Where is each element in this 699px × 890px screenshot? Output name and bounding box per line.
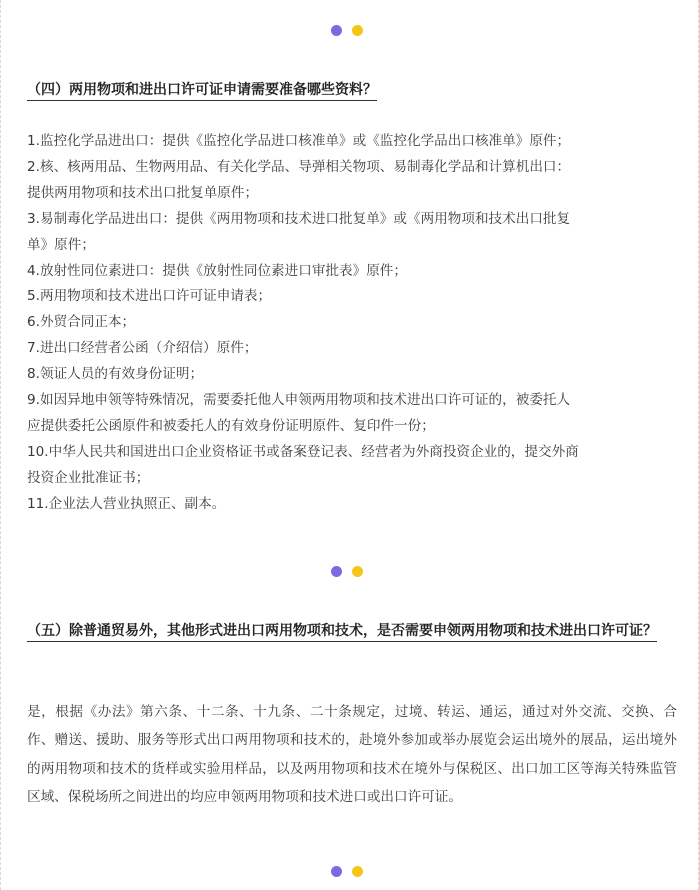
list-item: 单》原件；	[27, 236, 95, 253]
list-item: 8.领证人员的有效身份证明；	[27, 366, 204, 383]
purple-dot-icon	[331, 566, 342, 577]
section-divider	[1, 25, 699, 39]
section5-heading	[27, 617, 677, 646]
section5-heading-text: （五）除普通贸易外，其他形式进出口两用物项和技术，是否需要申领两用物项和技术进出口许可证？	[27, 623, 657, 642]
list-item: 11.企业法人营业执照正、副本。	[27, 495, 226, 512]
section-divider	[1, 866, 699, 880]
list-item: 9.如因异地申领等特殊情况，需要委托他人申领两用物项和技术进出口许可证的，被委托人	[27, 392, 571, 409]
list-item: 提供两用物项和技术出口批复单原件；	[27, 184, 259, 201]
section5-body: 是，根据《办法》第六条、十二条、十九条、二十条规定，过境、转运、通运，通过对外交流、交换、合作、赠送、援助、服务等形式出口两用物项和技术的，赴境外参加或举办展览会运出境外的展品，运出境外的两用物项和技术的货样或实验用样品，以及两用物项和技术在境外与保税区、出口加工区等海关特殊监管区域、保税场所之间进出的均应申领两用物项和技术进口或出口许可证。	[27, 704, 677, 806]
list-item: 4.放射性同位素进口：提供《放射性同位素进口审批表》原件；	[27, 262, 407, 279]
yellow-dot-icon	[352, 25, 363, 36]
list-item: 3.易制毒化学品进出口：提供《两用物项和技术进口批复单》或《两用物项和技术出口批复	[27, 210, 571, 227]
yellow-dot-icon	[352, 566, 363, 577]
list-item: 2.核、核两用品、生物两用品、有关化学品、导弹相关物项、易制毒化学品和计算机出口：	[27, 158, 571, 175]
list-item: 1.监控化学品进出口：提供《监控化学品进口核准单》或《监控化学品出口核准单》原件；	[27, 133, 571, 149]
section4-heading-text: （四）两用物项和进出口许可证申请需要准备哪些资料？	[27, 82, 377, 101]
list-item: 投资企业批准证书；	[27, 469, 150, 486]
list-item: 6.外贸合同正本；	[27, 314, 136, 331]
purple-dot-icon	[331, 25, 342, 36]
list-item: 10.中华人民共和国进出口企业资格证书或备案登记表、经营者为外商投资企业的，提交外商	[27, 443, 579, 460]
section4-heading	[27, 76, 677, 105]
purple-dot-icon	[331, 866, 342, 877]
yellow-dot-icon	[352, 866, 363, 877]
required-documents-list	[27, 129, 677, 518]
list-item: 5.两用物项和技术进出口许可证申请表；	[27, 288, 272, 305]
list-item: 应提供委托公函原件和被委托人的有效身份证明原件、复印件一份；	[27, 417, 435, 434]
list-item: 7.进出口经营者公函（介绍信）原件；	[27, 340, 258, 357]
section-divider	[1, 566, 699, 580]
